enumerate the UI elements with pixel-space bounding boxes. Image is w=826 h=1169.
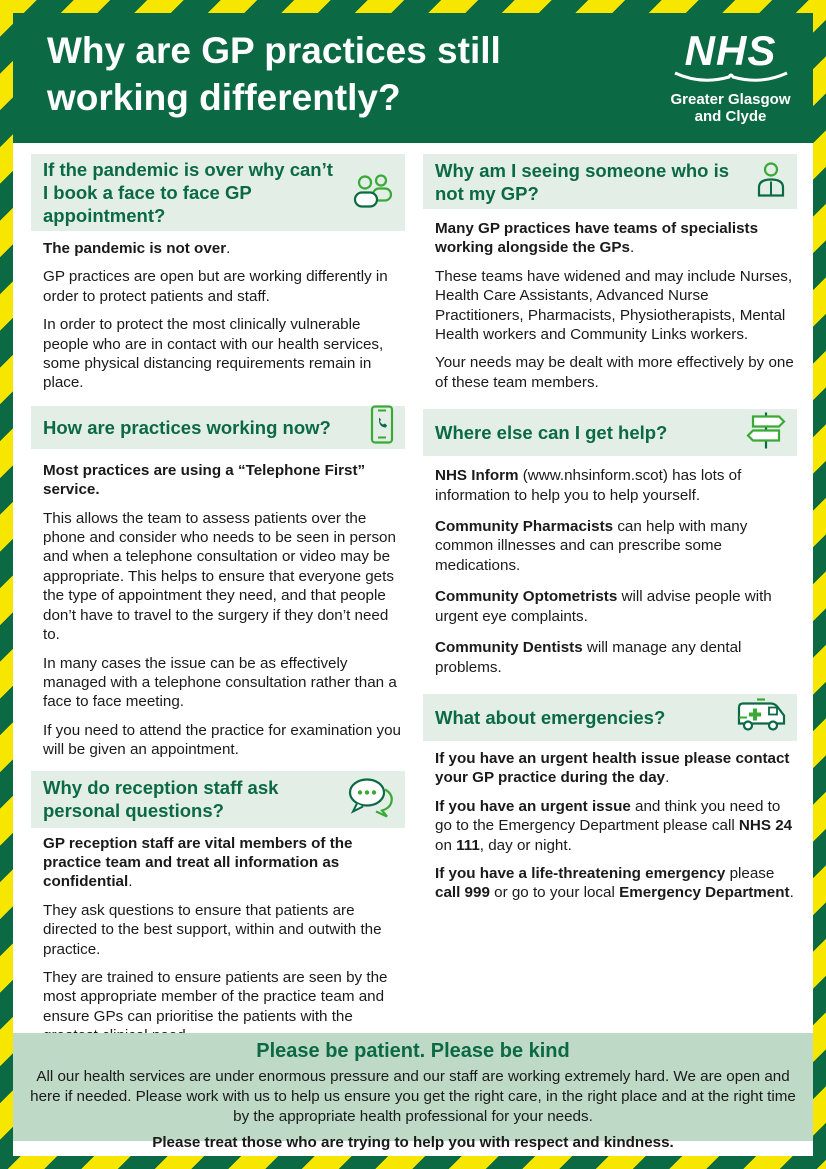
logo-line-1: Greater Glasgow xyxy=(670,91,791,108)
text: . xyxy=(226,240,231,257)
section-header-reception xyxy=(31,771,405,828)
section-header-where-else xyxy=(423,409,797,456)
people-icon xyxy=(351,170,395,215)
bold-text: 111 xyxy=(456,836,480,854)
paragraph xyxy=(43,834,405,892)
footer-title: Please be patient. Please be kind xyxy=(256,1040,570,1062)
poster xyxy=(13,13,813,1156)
bold-text: Community Dentists xyxy=(435,639,583,657)
bold-text: If you have an urgent health issue please contact your GP practice during the day xyxy=(435,749,790,787)
paragraph: They are trained to ensure patients are seen by the most appropriate member of the practice team and ensure GPs can prioritise the patients with the xyxy=(43,968,388,1025)
title-line-1: Why are GP practices still xyxy=(47,30,501,71)
right-column xyxy=(423,154,797,912)
paragraph: GP practices are open but are working differently in order to protect patients and staff. xyxy=(43,268,388,305)
section-header-working-now xyxy=(31,406,405,449)
paragraph: In order to protect the most clinically vulnerable people who are in contact with our health services, some physical distancing requirements remain in place. xyxy=(43,316,384,392)
signpost-icon xyxy=(745,410,787,455)
paragraph xyxy=(435,749,797,788)
paragraph xyxy=(435,587,797,626)
paragraph: In many cases the issue can be as effectively managed with a telephone consultation rather than a face to face meeting. xyxy=(43,654,397,711)
text: . xyxy=(789,884,794,902)
text: . xyxy=(629,239,635,257)
text: will advise people with urgent eye complaints. xyxy=(435,588,772,625)
logo-brand: NHS xyxy=(684,27,777,74)
paragraph: If you need to attend the practice for examination you will be given an appointment. xyxy=(43,721,401,759)
section-title: Where else can I get help? xyxy=(435,422,668,444)
header-banner xyxy=(13,13,813,143)
paragraph xyxy=(435,466,797,505)
paragraph: Your needs may be dealt with more effectively by one of these team members. xyxy=(435,354,794,391)
footer-body: All our health services are under enormous pressure and our staff are working extremely hard. We are open and here if needed. Please work with us to help us ensure you get the right care, in the right place and at the right time by the appropriate health professional for your needs. xyxy=(30,1068,796,1125)
text: . xyxy=(128,873,133,891)
logo-line-2: and Clyde xyxy=(694,108,767,125)
paragraph xyxy=(435,797,797,855)
paragraph: This allows the team to assess patients over the phone and consider who needs to be seen in person and when a telephone consultation or video may be appropriate. This helps to ensure that everyone gets the type of appointment they need, and that people don’t have to travel to the surgery if they don’t need to. xyxy=(43,509,396,644)
footer-closing: Please treat those who are trying to help you with respect and kindness. xyxy=(152,1134,674,1151)
section-title: If the pandemic is over why can’t I book a face to face GP appointment? xyxy=(43,159,333,226)
bold-text: If you have a life-threatening emergency xyxy=(435,864,726,882)
paragraph xyxy=(43,239,405,258)
paragraph xyxy=(435,864,797,903)
text: or go to your local xyxy=(489,884,620,902)
paragraph xyxy=(435,219,797,258)
left-column xyxy=(31,154,405,1055)
phone-icon xyxy=(369,405,395,450)
bold-text: Many GP practices have teams of specialists working alongside the GPs xyxy=(435,220,759,257)
bold-text: NHS Inform xyxy=(435,467,519,485)
bold-text: The pandemic is not over xyxy=(43,240,227,257)
text: please xyxy=(725,864,775,882)
bold-text: NHS 24 xyxy=(738,817,793,835)
bold-text: call 999 xyxy=(435,884,490,902)
paragraph xyxy=(435,638,797,677)
section-title: How are practices working now? xyxy=(43,416,331,438)
text: on xyxy=(435,836,457,854)
section-title: What about emergencies? xyxy=(435,706,666,728)
bold-text: Emergency Department xyxy=(619,884,790,902)
paragraph: These teams have widened and may include Nurses, Health Care Assistants, Advanced Nurse Practitioners, Pharmacists, Physiotherapists, Mental Health workers and Community Links workers. xyxy=(435,267,793,344)
section-header-face-to-face xyxy=(31,154,405,231)
speech-bubbles-icon xyxy=(347,776,395,823)
footer-banner xyxy=(13,1033,813,1151)
nhs-logo xyxy=(658,29,803,125)
paragraph xyxy=(435,517,797,575)
bold-text: Community Optometrists xyxy=(435,588,618,606)
section-title: Why do reception staff ask personal questions? xyxy=(43,777,279,822)
bold-text: GP reception staff are vital members of the practice team and treat all information as confidential xyxy=(43,834,353,891)
paragraph xyxy=(43,461,405,500)
page-title xyxy=(47,27,607,121)
text: and think you need to go to the Emergency Department please call xyxy=(435,797,781,835)
ambulance-icon xyxy=(735,696,787,739)
bold-text: Community Pharmacists xyxy=(435,518,614,536)
text: , day or night. xyxy=(479,836,572,854)
text: (www.nhsinform.scot) has lots of information to help you to help yourself. xyxy=(435,467,742,504)
section-header-emergencies xyxy=(423,694,797,741)
text: . xyxy=(665,769,670,787)
bold-text: If you have an urgent issue xyxy=(435,797,631,815)
section-title: Why am I seeing someone who is not my GP? xyxy=(435,159,730,204)
section-header-not-my-gp xyxy=(423,154,797,209)
bold-text: Most practices are using a “Telephone First” service. xyxy=(43,461,366,499)
text: can help with many common illnesses and can prescribe some medications. xyxy=(435,518,748,574)
person-icon xyxy=(755,159,787,204)
title-line-2: working differently? xyxy=(47,77,401,118)
paragraph: They ask questions to ensure that patients are directed to the best support, within and outwith the practice. xyxy=(43,901,382,958)
text: will manage any dental problems. xyxy=(435,639,742,676)
